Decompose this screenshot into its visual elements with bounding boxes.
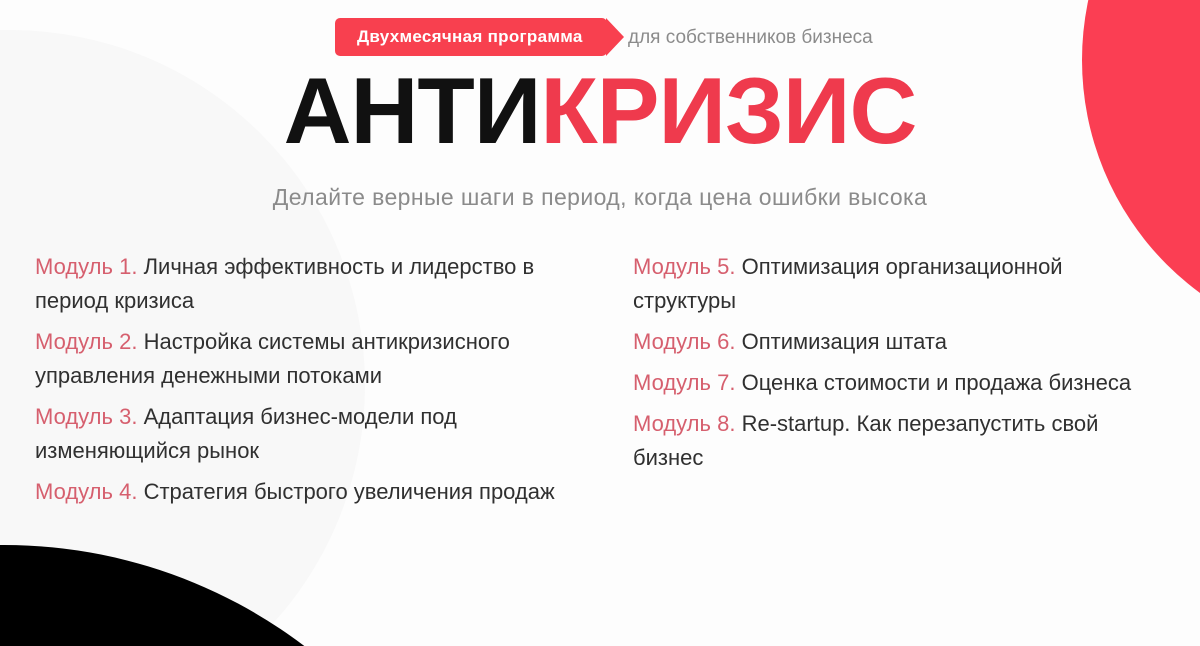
module-4-label: Модуль 4. — [35, 479, 138, 504]
audience-label: для собственников бизнеса — [628, 27, 873, 48]
program-duration-label: Двухмесячная программа — [357, 27, 583, 46]
module-6 — [633, 325, 1200, 359]
module-1-text: Личная эффективность и лидерство в период кризиса — [35, 254, 535, 313]
module-5-label: Модуль 5. — [633, 254, 736, 279]
module-8-label: Модуль 8. — [633, 411, 736, 436]
module-7-text: Оценка стоимости и продажа бизнеса — [741, 370, 1132, 395]
modules-column-left — [35, 250, 635, 516]
module-7 — [633, 366, 1200, 400]
module-2 — [35, 325, 540, 393]
module-4 — [35, 475, 635, 509]
module-2-text: Настройка системы антикризисного управления денежными потоками — [35, 329, 510, 388]
module-1-label: Модуль 1. — [35, 254, 138, 279]
module-1 — [35, 250, 540, 318]
module-2-label: Модуль 2. — [35, 329, 138, 354]
modules-column-right — [633, 250, 1200, 482]
module-7-label: Модуль 7. — [633, 370, 736, 395]
module-3-label: Модуль 3. — [35, 404, 138, 429]
program-duration-badge — [335, 18, 607, 56]
module-6-text: Оптимизация штата — [741, 329, 947, 354]
subtitle: Делайте верные шаги в период, когда цена ошибки высока — [272, 184, 928, 210]
module-8 — [633, 407, 1148, 475]
module-4-text: Стратегия быстрого увеличения продаж — [143, 479, 555, 504]
module-5-text: Оптимизация организационной структуры — [633, 254, 1063, 313]
title-part-black: АНТИ — [283, 58, 541, 163]
module-8-text: Re-startup. Как перезапустить свой бизнес — [633, 411, 1099, 470]
module-3 — [35, 400, 540, 468]
module-6-label: Модуль 6. — [633, 329, 736, 354]
module-3-text: Адаптация бизнес-модели под изменяющийся рынок — [35, 404, 457, 463]
title-part-red: КРИЗИС — [540, 58, 917, 163]
page-title — [0, 58, 1200, 163]
module-5 — [633, 250, 1098, 318]
